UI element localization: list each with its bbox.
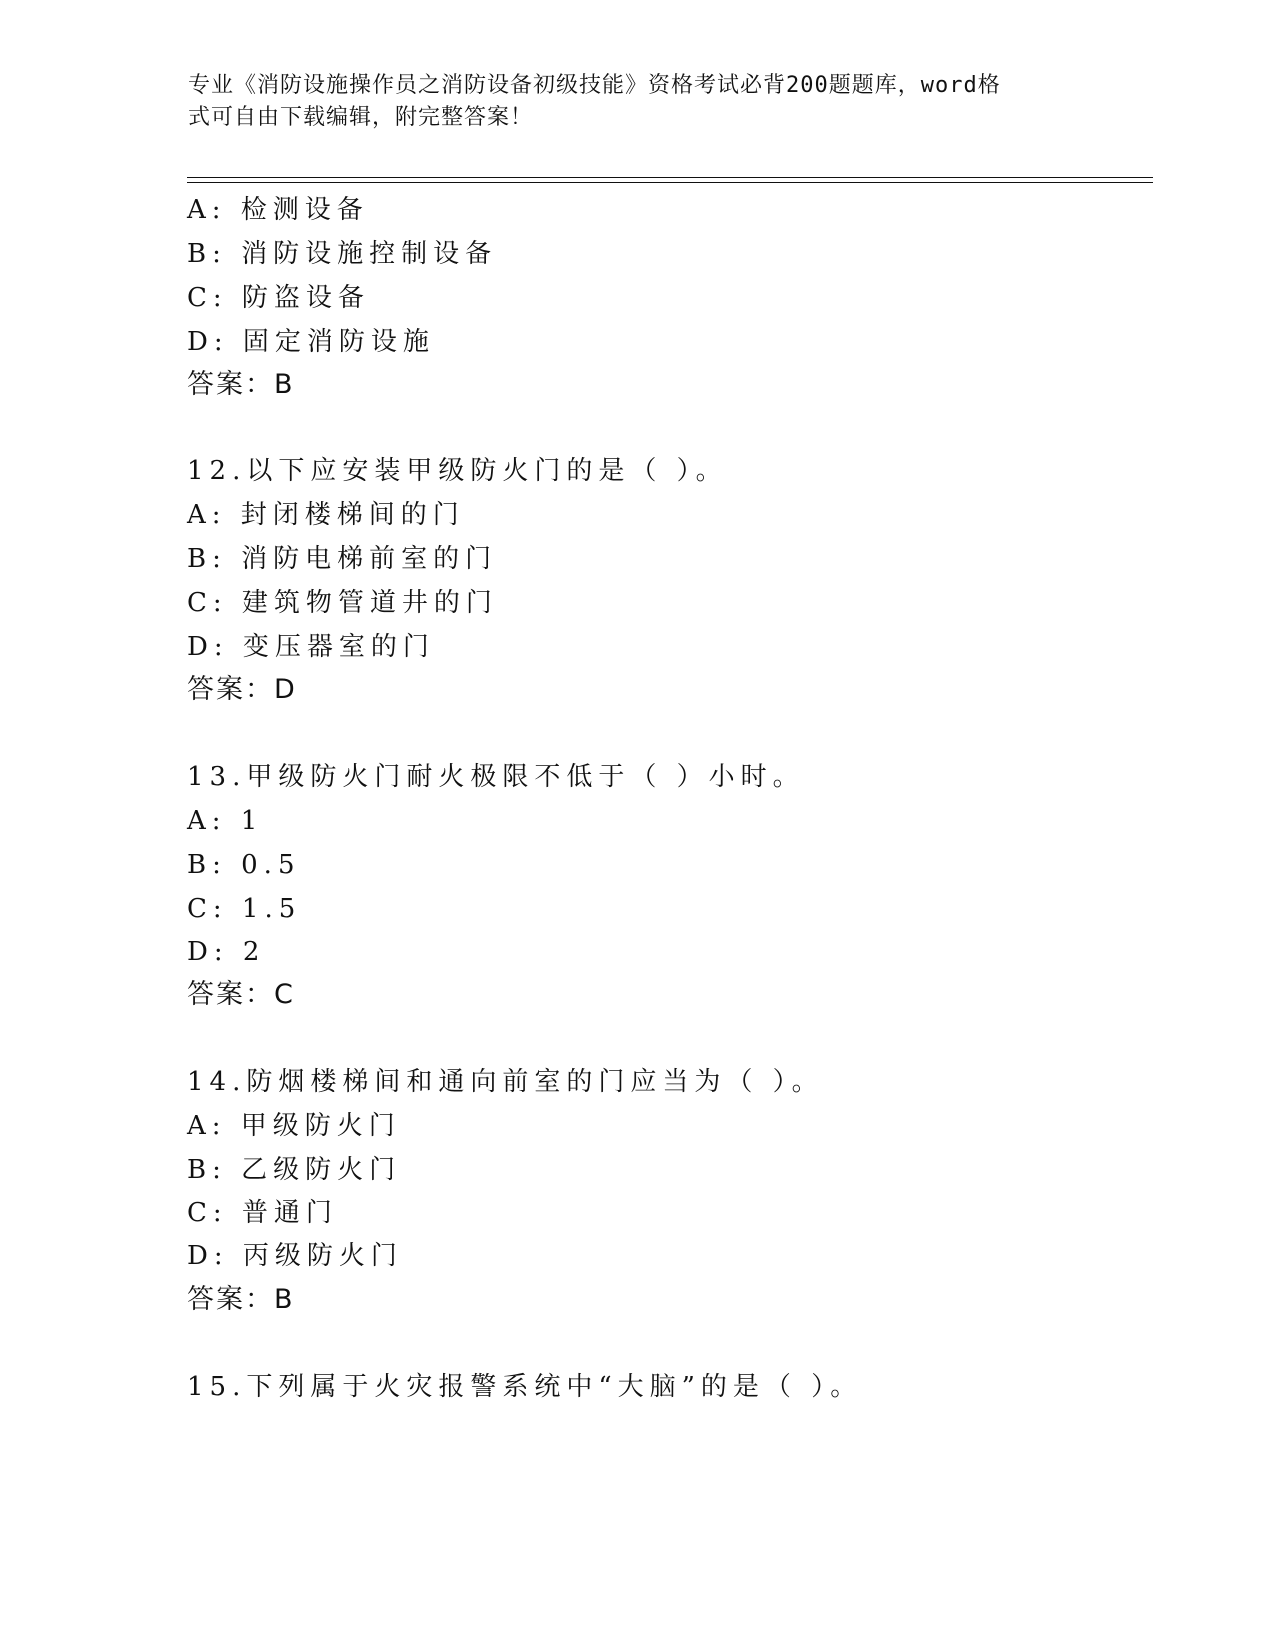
q14-answer: 答案：B — [187, 1284, 295, 1315]
q14-option-a: A: 甲级防火门 — [187, 1111, 401, 1141]
q12-stem: 12.以下应安装甲级防火门的是（ ）。 — [187, 456, 728, 486]
header-line-2: 式可自由下载编辑，附完整答案！ — [188, 105, 534, 130]
q12-answer: 答案：D — [187, 674, 297, 705]
q11-option-b: B: 消防设施控制设备 — [187, 239, 498, 269]
q12-option-c: C: 建筑物管道井的门 — [187, 588, 498, 618]
q13-option-d: D: 2 — [187, 937, 266, 967]
q13-option-c: C: 1.5 — [187, 894, 302, 924]
q14-option-d: D: 丙级防火门 — [187, 1241, 403, 1271]
q11-option-a: A: 检测设备 — [187, 195, 369, 225]
q13-answer: 答案：C — [187, 979, 295, 1010]
q15-stem: 15.下列属于火灾报警系统中“大脑”的是（ ）。 — [187, 1372, 863, 1402]
q14-option-b: B: 乙级防火门 — [187, 1155, 402, 1185]
q12-option-a: A: 封闭楼梯间的门 — [187, 500, 465, 530]
q14-option-c: C: 普通门 — [187, 1198, 338, 1228]
q13-stem: 13.甲级防火门耐火极限不低于（ ）小时。 — [187, 762, 805, 792]
q13-option-a: A: 1 — [187, 806, 264, 836]
q12-option-b: B: 消防电梯前室的门 — [187, 544, 498, 574]
q11-answer: 答案：B — [187, 369, 295, 400]
header-line-1: 专业《消防设施操作员之消防设备初级技能》资格考试必背200题题库，word格 — [188, 73, 1001, 98]
q13-option-b: B: 0.5 — [187, 850, 301, 880]
header-divider-top — [187, 177, 1153, 178]
q11-option-d: D: 固定消防设施 — [187, 327, 435, 357]
q14-stem: 14.防烟楼梯间和通向前室的门应当为（ ）。 — [187, 1067, 824, 1097]
q12-option-d: D: 变压器室的门 — [187, 632, 435, 662]
q11-option-c: C: 防盗设备 — [187, 283, 370, 313]
header-divider-bottom — [187, 182, 1153, 183]
document-header — [188, 70, 1068, 134]
